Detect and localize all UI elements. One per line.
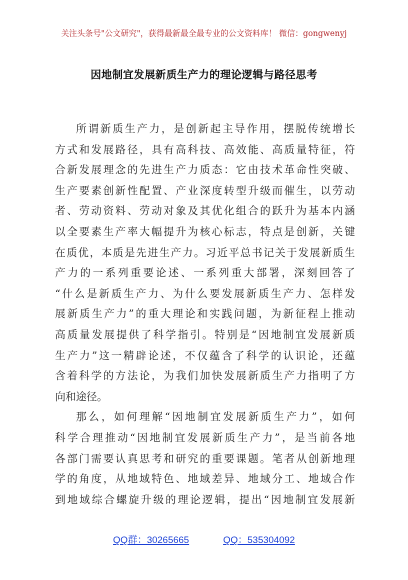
text-line: 向和途径。 (55, 390, 108, 403)
text-line: 产力的一系列重要论述、一系列重大部署，深刻回答了 (55, 267, 355, 280)
document-title: 因地制宜发展新质生产力的理论逻辑与路径思考 (90, 69, 318, 81)
text-line: 生产要素创新性配置、产业深度转型升级而催生，以劳动 (55, 184, 355, 197)
text-line: 以全要素生产率大幅提升为核心标志，特点是创新，关键 (55, 225, 355, 238)
text-line: 学的角度，从地域特色、地域差异、地域分工、地域合作 (55, 473, 355, 486)
text-line: 合新发展理念的先进生产力质态：它由技术革命性突破、 (55, 164, 355, 177)
text-line: 科学合理推动“因地制宜发展新质生产力”，是当前各地 (55, 431, 355, 444)
paragraph (55, 119, 355, 407)
footer-qq[interactable]: QQ：535304092 (223, 535, 295, 546)
text-line: 那么，如何理解“因地制宜发展新质生产力”，如何 (76, 411, 355, 424)
document-body (55, 119, 355, 510)
text-line: 高质量发展提供了科学指引。特别是“因地制宜发展新质 (55, 328, 355, 341)
text-line: 到地域综合螺旋升级的理论逻辑，提出“因地制宜发展新 (55, 493, 355, 506)
text-line: 展新质生产力”的重大理论和实践问题，为新征程上推动 (55, 308, 355, 321)
text-line: 方式和发展路径，具有高科技、高效能、高质量特征，符 (55, 143, 355, 156)
text-line: 含着科学的方法论，为我们加快发展新质生产力指明了方 (55, 370, 355, 383)
footer-qq-group[interactable]: QQ群：30265665 (113, 535, 190, 546)
text-line: 者、劳动资料、劳动对象及其优化组合的跃升为基本内涵 (55, 205, 355, 218)
header-banner: 关注头条号"公文研究"，获得最新最全最专业的公文资料库！ 微信：gongwenyj (61, 29, 347, 38)
text-line: 各部门需要认真思考和研究的重要课题。笔者从创新地理 (55, 452, 355, 465)
text-line: 在质优，本质是先进生产力。习近平总书记关于发展新质生 (55, 246, 355, 259)
text-line: 所谓新质生产力，是创新起主导作用，摆脱传统增长 (76, 123, 355, 135)
text-line: “什么是新质生产力、为什么要发展新质生产力、怎样发 (55, 287, 355, 300)
text-line: 生产力”这一精辟论述，不仅蕴含了科学的认识论，还蕴 (55, 349, 355, 362)
paragraph (55, 407, 355, 510)
footer (0, 532, 408, 546)
